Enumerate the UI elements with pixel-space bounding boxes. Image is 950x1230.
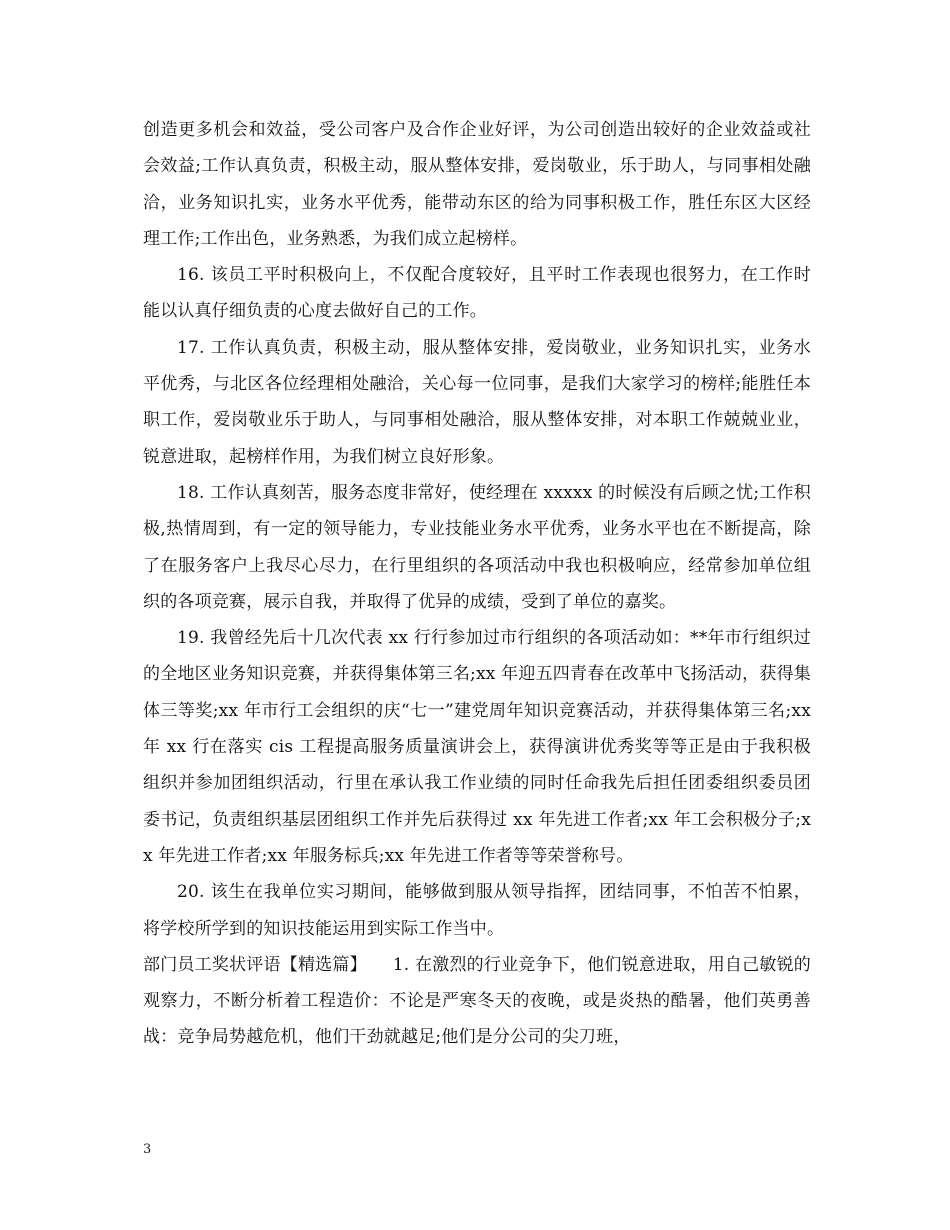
paragraph-item-18: 18. 工作认真刻苦，服务态度非常好，使经理在 xxxxx 的时候没有后顾之忧;工作积极,热情周到，有一定的领导能力，专业技能业务水平优秀，业务水平也在不断提高，除了在服务客户上我尽心尽力，在行里组织的各项活动中我也积极响应，经常参加单位组织的各项竞赛，展示自我，并取得了优异的成绩，受到了单位的嘉奖。 [143,482,811,612]
page-number: 3 [143,1142,152,1157]
paragraph-section-heading-item-1: 部门员工奖状评语【精选篇】 1. 在激烈的行业竞争下，他们锐意进取，用自己敏锐的观察力，不断分析着工程造价：不论是严寒冬天的夜晚，或是炎热的酷暑，他们英勇善战：竞争局势越危机，他们干劲就越足;他们是分公司的尖刀班， [143,954,811,1048]
paragraph-continuation: 创造更多机会和效益，受公司客户及合作企业好评，为公司创造出较好的企业效益或社会效益;工作认真负责，积极主动，服从整体安排，爱岗敬业，乐于助人，与同事相处融洽，业务知识扎实，业务水平优秀，能带动东区的给为同事积极工作，胜任东区大区经理工作;工作出色，业务熟悉，为我们成立起榜样。 [143,120,811,249]
paragraph-item-19: 19. 我曾经先后十几次代表 xx 行行参加过市行组织的各项活动如：**年市行组织过的全地区业务知识竞赛，并获得集体第三名;xx 年迎五四青春在改革中飞扬活动，获得集体三等奖;xx 年市行工会组织的庆“七一”建党周年知识竞赛活动，并获得集体第三名;xx 年 xx 行在落实 cis 工程提高服务质量演讲会上，获得演讲优秀奖等等正是由于我积极组织并参加团组织活动，行里在承认我工作业绩的同时任命我先后担任团委组织委员团委书记，负责组织基层团组织工作并先后获得过 xx 年先进工作者;xx 年工会积极分子;xx 年先进工作者;xx 年服务标兵;xx 年先进工作者等等荣誉称号。 [143,628,811,866]
paragraph-item-20: 20. 该生在我单位实习期间，能够做到服从领导指挥，团结同事，不怕苦不怕累，将学校所学到的知识技能运用到实际工作当中。 [143,882,811,939]
document-body [143,112,811,1056]
paragraph-item-17: 17. 工作认真负责，积极主动，服从整体安排，爱岗敬业，业务知识扎实，业务水平优秀，与北区各位经理相处融洽，关心每一位同事，是我们大家学习的榜样;能胜任本职工作，爱岗敬业乐于助人，与同事相处融洽，服从整体安排，对本职工作兢兢业业，锐意进取，起榜样作用，为我们树立良好形象。 [143,337,811,467]
paragraph-item-16: 16. 该员工平时积极向上，不仅配合度较好，且平时工作表现也很努力，在工作时能以认真仔细负责的心度去做好自己的工作。 [143,265,811,322]
